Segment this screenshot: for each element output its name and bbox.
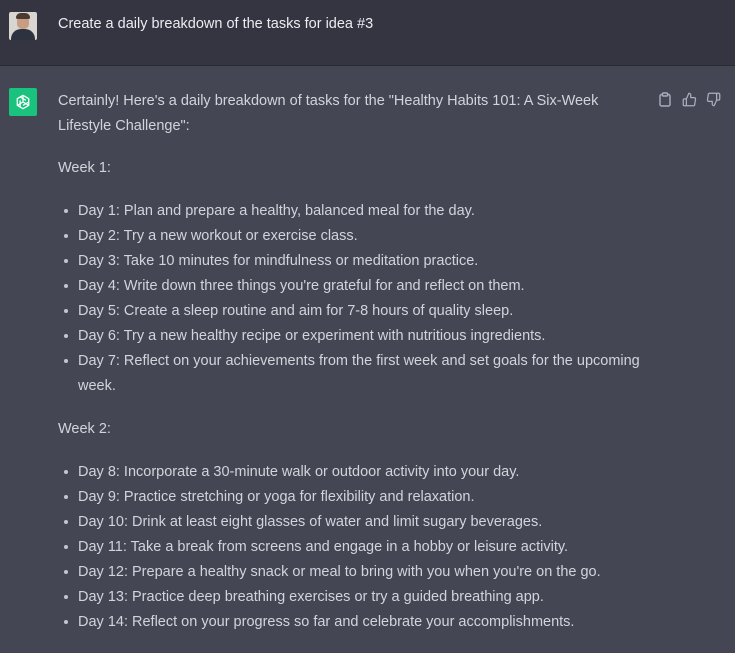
thumbs-down-icon[interactable] — [704, 90, 722, 108]
list-item: Day 12: Prepare a healthy snack or meal to bring with you when you're on the go. — [78, 560, 648, 585]
week-task-list — [58, 199, 648, 399]
thumbs-up-icon[interactable] — [680, 90, 698, 108]
week-heading: Week 2: — [58, 421, 111, 437]
list-item: Day 1: Plan and prepare a healthy, balanced meal for the day. — [78, 199, 648, 224]
list-item: Day 7: Reflect on your achievements from the first week and set goals for the upcoming week. — [78, 349, 648, 399]
list-item: Day 10: Drink at least eight glasses of water and limit sugary beverages. — [78, 510, 648, 535]
list-item: Day 8: Incorporate a 30-minute walk or outdoor activity into your day. — [78, 460, 648, 485]
openai-logo-icon — [9, 88, 37, 116]
clipboard-icon[interactable] — [656, 90, 674, 108]
message-actions — [656, 90, 722, 108]
user-avatar — [9, 12, 37, 40]
user-message-row — [0, 0, 735, 66]
list-item: Day 14: Reflect on your progress so far and celebrate your accomplishments. — [78, 610, 648, 635]
list-item: Day 11: Take a break from screens and engage in a hobby or leisure activity. — [78, 535, 648, 560]
assistant-intro: Certainly! Here's a daily breakdown of tasks for the "Healthy Habits 101: A Six-Week Lifestyle Challenge": — [58, 93, 599, 134]
list-item: Day 9: Practice stretching or yoga for flexibility and relaxation. — [78, 485, 648, 510]
list-item: Day 6: Try a new healthy recipe or experiment with nutritious ingredients. — [78, 324, 648, 349]
list-item: Day 5: Create a sleep routine and aim for 7-8 hours of quality sleep. — [78, 299, 648, 324]
week-heading: Week 1: — [58, 160, 111, 176]
list-item: Day 13: Practice deep breathing exercises or try a guided breathing app. — [78, 585, 648, 610]
list-item: Day 2: Try a new workout or exercise class. — [78, 224, 648, 249]
user-message-text: Create a daily breakdown of the tasks for idea #3 — [58, 16, 374, 32]
assistant-message-row — [0, 66, 735, 652]
assistant-message-content — [58, 89, 648, 653]
list-item: Day 4: Write down three things you're grateful for and reflect on them. — [78, 274, 648, 299]
list-item: Day 3: Take 10 minutes for mindfulness or meditation practice. — [78, 249, 648, 274]
week-task-list — [58, 460, 648, 635]
